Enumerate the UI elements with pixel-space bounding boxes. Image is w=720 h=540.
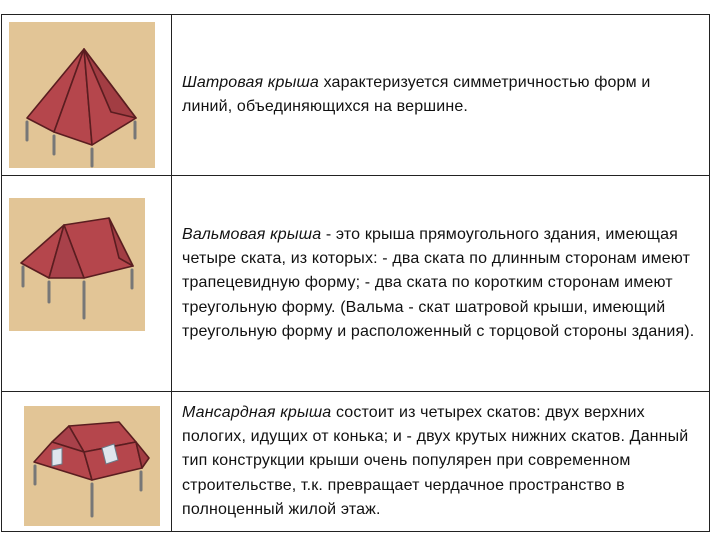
roof-description: - это крыша прямоугольного здания, имеющая четыре ската, из которых: - два ската по длинным сторонам имеют трапецевидную форму; - два ската по коротким сторонам имеют треугольную форму. (Вальма - скат шатровой крыши, имеющий треугольную форму и расположенный с торцовой стороны здания). xyxy=(182,225,695,340)
image-cell xyxy=(2,15,172,175)
description-cell xyxy=(172,176,709,391)
roof-term: Шатровая крыша xyxy=(182,73,319,91)
description-text xyxy=(182,401,699,522)
roof-term: Вальмовая крыша xyxy=(182,225,322,243)
mansard-roof-icon xyxy=(24,406,160,526)
roof-term: Мансардная крыша xyxy=(182,403,332,421)
table-row xyxy=(2,15,709,175)
description-text xyxy=(182,71,699,119)
table-row xyxy=(2,391,709,531)
table-row xyxy=(2,175,709,391)
image-cell xyxy=(2,392,172,531)
description-cell xyxy=(172,15,709,175)
description-text xyxy=(182,223,699,344)
roof-description: состоит из четырех скатов: двух верхних пологих, идущих от конька; и - двух крутых нижних скатов. Данный тип конструкции крыши очень популярен при современном строительстве, т.к. превращает чердачное пространство в полноценный жилой этаж. xyxy=(182,403,689,518)
hipped-roof-icon xyxy=(9,198,145,331)
roof-description: характеризуется симметричностью форм и линий, объединяющихся на вершине. xyxy=(182,73,651,115)
image-cell xyxy=(2,176,172,391)
description-cell xyxy=(172,392,709,531)
hip-pyramid-roof-icon xyxy=(9,22,155,168)
roof-types-table xyxy=(1,14,710,532)
